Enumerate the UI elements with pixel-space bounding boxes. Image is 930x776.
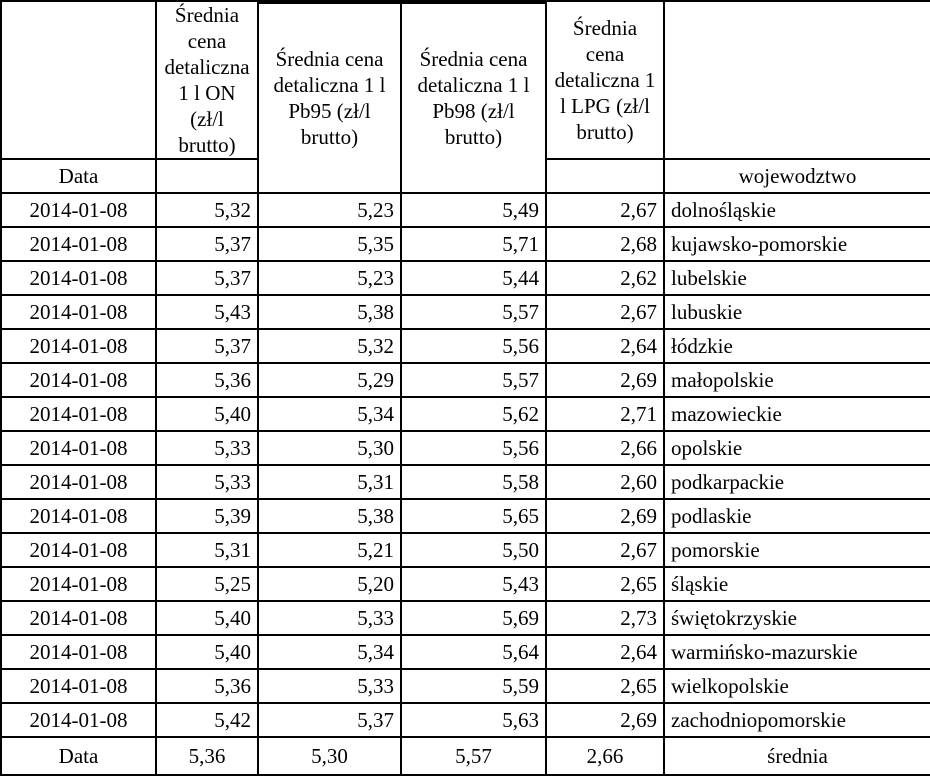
cell-lpg: 2,69 — [546, 363, 664, 397]
cell-pb98: 5,43 — [401, 567, 546, 601]
cell-date: 2014-01-08 — [1, 669, 156, 703]
cell-pb95: 5,34 — [258, 635, 401, 669]
header-spacer-lpg-bottom — [546, 159, 664, 193]
cell-date: 2014-01-08 — [1, 601, 156, 635]
cell-pb95: 5,29 — [258, 363, 401, 397]
footer-cell-pb95: 5,30 — [258, 737, 401, 775]
cell-pb98: 5,56 — [401, 431, 546, 465]
cell-lpg: 2,64 — [546, 329, 664, 363]
cell-on: 5,33 — [156, 465, 258, 499]
cell-lpg: 2,67 — [546, 193, 664, 227]
cell-region: wielkopolskie — [664, 669, 930, 703]
cell-pb95: 5,33 — [258, 669, 401, 703]
cell-on: 5,37 — [156, 261, 258, 295]
table-row[interactable] — [1, 635, 930, 669]
cell-date: 2014-01-08 — [1, 465, 156, 499]
cell-on: 5,33 — [156, 431, 258, 465]
table-row[interactable] — [1, 363, 930, 397]
cell-lpg: 2,65 — [546, 567, 664, 601]
cell-pb95: 5,20 — [258, 567, 401, 601]
cell-date: 2014-01-08 — [1, 567, 156, 601]
footer-cell-pb98: 5,57 — [401, 737, 546, 775]
cell-pb95: 5,38 — [258, 295, 401, 329]
cell-lpg: 2,67 — [546, 295, 664, 329]
cell-lpg: 2,68 — [546, 227, 664, 261]
cell-on: 5,42 — [156, 703, 258, 737]
table-row[interactable] — [1, 431, 930, 465]
table-row[interactable] — [1, 397, 930, 431]
cell-pb98: 5,44 — [401, 261, 546, 295]
cell-lpg: 2,62 — [546, 261, 664, 295]
cell-on: 5,39 — [156, 499, 258, 533]
cell-pb98: 5,69 — [401, 601, 546, 635]
cell-region: podlaskie — [664, 499, 930, 533]
cell-on: 5,43 — [156, 295, 258, 329]
cell-on: 5,37 — [156, 227, 258, 261]
cell-date: 2014-01-08 — [1, 227, 156, 261]
cell-region: lubuskie — [664, 295, 930, 329]
cell-pb98: 5,64 — [401, 635, 546, 669]
cell-on: 5,31 — [156, 533, 258, 567]
table-row[interactable] — [1, 567, 930, 601]
table-row[interactable] — [1, 193, 930, 227]
cell-date: 2014-01-08 — [1, 193, 156, 227]
cell-pb98: 5,71 — [401, 227, 546, 261]
cell-pb98: 5,50 — [401, 533, 546, 567]
cell-pb95: 5,38 — [258, 499, 401, 533]
cell-region: mazowieckie — [664, 397, 930, 431]
cell-on: 5,36 — [156, 363, 258, 397]
cell-date: 2014-01-08 — [1, 397, 156, 431]
cell-date: 2014-01-08 — [1, 261, 156, 295]
header-cell-on[interactable]: Średnia cena detaliczna 1 l ON (zł/l brutto) — [156, 1, 258, 159]
cell-pb95: 5,30 — [258, 431, 401, 465]
cell-pb98: 5,56 — [401, 329, 546, 363]
cell-pb95: 5,23 — [258, 193, 401, 227]
header-spacer-region — [664, 1, 930, 159]
table-row[interactable] — [1, 533, 930, 567]
header-cell-region[interactable]: wojewodztwo — [664, 159, 930, 193]
cell-on: 5,25 — [156, 567, 258, 601]
footer-row — [1, 737, 930, 775]
header-cell-pb95[interactable]: Średnia cena detaliczna 1 l Pb95 (zł/l brutto) — [258, 3, 401, 193]
footer-cell-region: średnia — [664, 737, 930, 775]
cell-pb95: 5,31 — [258, 465, 401, 499]
cell-on: 5,37 — [156, 329, 258, 363]
cell-pb98: 5,49 — [401, 193, 546, 227]
header-cell-corner-spacer — [1, 1, 156, 159]
cell-date: 2014-01-08 — [1, 431, 156, 465]
cell-pb98: 5,62 — [401, 397, 546, 431]
cell-date: 2014-01-08 — [1, 363, 156, 397]
cell-pb98: 5,65 — [401, 499, 546, 533]
table-footer — [1, 737, 930, 775]
footer-cell-lpg: 2,66 — [546, 737, 664, 775]
header-cell-date[interactable]: Data — [1, 159, 156, 193]
table-row[interactable] — [1, 499, 930, 533]
cell-region: małopolskie — [664, 363, 930, 397]
footer-cell-date: Data — [1, 737, 156, 775]
cell-lpg: 2,66 — [546, 431, 664, 465]
footer-cell-on: 5,36 — [156, 737, 258, 775]
header-cell-lpg[interactable]: Średnia cena detaliczna 1 l LPG (zł/l brutto) — [546, 1, 664, 159]
cell-pb95: 5,21 — [258, 533, 401, 567]
table-body — [1, 193, 930, 737]
cell-region: lubelskie — [664, 261, 930, 295]
table-row[interactable] — [1, 227, 930, 261]
table-row[interactable] — [1, 601, 930, 635]
cell-on: 5,36 — [156, 669, 258, 703]
cell-date: 2014-01-08 — [1, 499, 156, 533]
table-row[interactable] — [1, 329, 930, 363]
cell-pb98: 5,59 — [401, 669, 546, 703]
cell-pb95: 5,32 — [258, 329, 401, 363]
cell-region: warmińsko-mazurskie — [664, 635, 930, 669]
cell-date: 2014-01-08 — [1, 329, 156, 363]
cell-lpg: 2,67 — [546, 533, 664, 567]
cell-pb98: 5,58 — [401, 465, 546, 499]
cell-on: 5,32 — [156, 193, 258, 227]
table-row[interactable] — [1, 261, 930, 295]
cell-region: łódzkie — [664, 329, 930, 363]
cell-pb95: 5,37 — [258, 703, 401, 737]
cell-lpg: 2,73 — [546, 601, 664, 635]
cell-region: pomorskie — [664, 533, 930, 567]
cell-region: opolskie — [664, 431, 930, 465]
cell-region: zachodniopomorskie — [664, 703, 930, 737]
cell-lpg: 2,69 — [546, 499, 664, 533]
cell-lpg: 2,60 — [546, 465, 664, 499]
cell-pb98: 5,57 — [401, 295, 546, 329]
cell-date: 2014-01-08 — [1, 533, 156, 567]
cell-date: 2014-01-08 — [1, 703, 156, 737]
table-row[interactable] — [1, 669, 930, 703]
cell-on: 5,40 — [156, 635, 258, 669]
table-header — [1, 1, 930, 193]
cell-region: kujawsko-pomorskie — [664, 227, 930, 261]
cell-pb95: 5,33 — [258, 601, 401, 635]
cell-region: śląskie — [664, 567, 930, 601]
cell-pb98: 5,57 — [401, 363, 546, 397]
cell-region: świętokrzyskie — [664, 601, 930, 635]
cell-date: 2014-01-08 — [1, 635, 156, 669]
cell-pb95: 5,34 — [258, 397, 401, 431]
cell-pb98: 5,63 — [401, 703, 546, 737]
table-row[interactable] — [1, 465, 930, 499]
cell-pb95: 5,23 — [258, 261, 401, 295]
cell-lpg: 2,69 — [546, 703, 664, 737]
cell-on: 5,40 — [156, 397, 258, 431]
cell-date: 2014-01-08 — [1, 295, 156, 329]
cell-region: dolnośląskie — [664, 193, 930, 227]
cell-region: podkarpackie — [664, 465, 930, 499]
cell-lpg: 2,64 — [546, 635, 664, 669]
header-spacer-on-bottom — [156, 159, 258, 193]
cell-lpg: 2,71 — [546, 397, 664, 431]
cell-lpg: 2,65 — [546, 669, 664, 703]
table-row[interactable] — [1, 295, 930, 329]
cell-pb95: 5,35 — [258, 227, 401, 261]
header-cell-pb98[interactable]: Średnia cena detaliczna 1 l Pb98 (zł/l brutto) — [401, 3, 546, 193]
cell-on: 5,40 — [156, 601, 258, 635]
table-row[interactable] — [1, 703, 930, 737]
